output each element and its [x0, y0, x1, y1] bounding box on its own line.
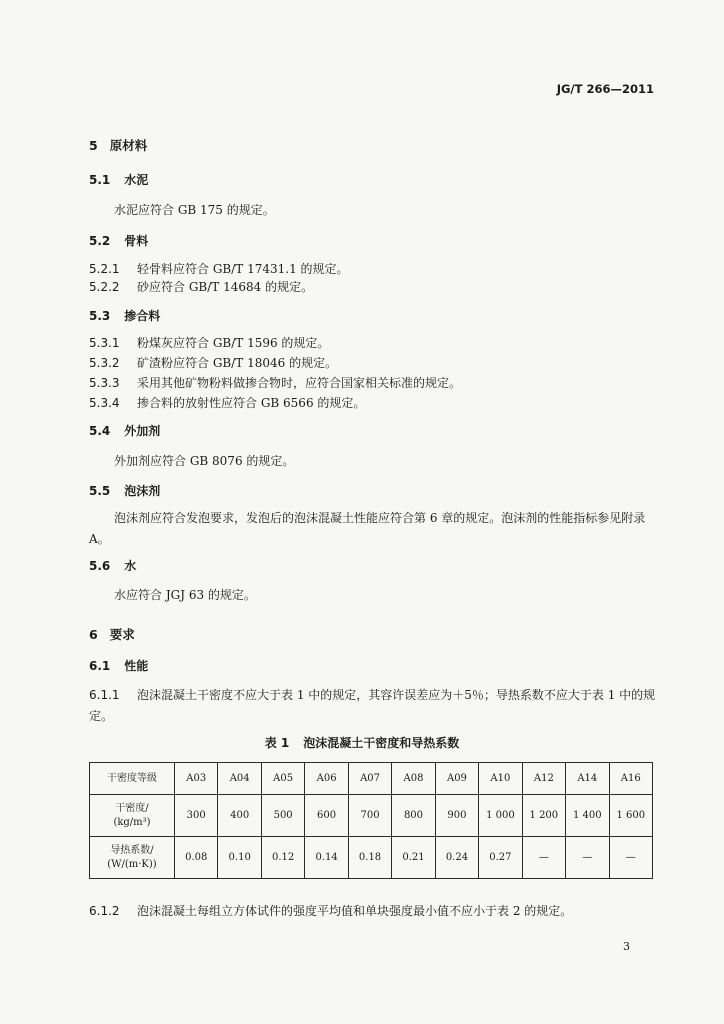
grade-cell: A10: [479, 763, 522, 795]
value-cell: 400: [218, 795, 261, 837]
value-cell: 500: [261, 795, 304, 837]
clause-5-3-4: [89, 394, 365, 411]
grade-cell: A06: [305, 763, 348, 795]
section-title: 性能: [124, 659, 149, 673]
section-5-6-heading: [89, 557, 136, 574]
value-cell: 600: [305, 795, 348, 837]
value-cell: 0.24: [435, 837, 478, 879]
row-label-thermal-conductivity: [90, 837, 175, 879]
value-cell: 1 200: [522, 795, 565, 837]
section-5-2-heading: [89, 232, 148, 249]
value-cell: 0.21: [392, 837, 435, 879]
density-conductivity-table: [89, 762, 653, 879]
section-5-5-body: 泡沫剂应符合发泡要求，发泡后的泡沫混凝土性能应符合第 6 章的规定。泡沫剂的性能指标参见附录 A。: [89, 511, 646, 546]
clause-number: 5.3.4: [89, 396, 120, 410]
grade-cell: A03: [175, 763, 218, 795]
section-title: 骨料: [124, 234, 149, 248]
section-number: 5.6: [89, 559, 111, 573]
table-header-row: [90, 763, 653, 795]
section-5-1-body: 水泥应符合 GB 175 的规定。: [114, 203, 275, 217]
clause-number: 6.1.2: [89, 904, 120, 918]
section-title: 外加剂: [124, 424, 161, 438]
clause-text: 采用其他矿物粉料做掺合物时，应符合国家相关标准的规定。: [137, 376, 462, 390]
clause-number: 5.3.2: [89, 356, 120, 370]
clause-number: 5.3.1: [89, 336, 120, 350]
section-title: 泡沫剂: [124, 484, 161, 498]
section-number: 5.3: [89, 309, 111, 323]
grade-cell: A05: [261, 763, 304, 795]
row-label-dry-density: [90, 795, 175, 837]
clause-6-1-1: [89, 685, 659, 727]
clause-5-3-2: [89, 354, 337, 371]
section-title: 水泥: [124, 173, 149, 187]
clause-number: 5.3.3: [89, 376, 120, 390]
table-row: [90, 795, 653, 837]
clause-text: 轻骨料应符合 GB/T 17431.1 的规定。: [137, 262, 349, 276]
clause-text: 矿渣粉应符合 GB/T 18046 的规定。: [137, 356, 338, 370]
section-title: 掺合料: [124, 309, 161, 323]
clause-text: 砂应符合 GB/T 14684 的规定。: [137, 280, 314, 294]
value-cell: 700: [348, 795, 391, 837]
value-cell: —: [522, 837, 565, 879]
value-cell: 0.27: [479, 837, 522, 879]
section-6-1-heading: [89, 657, 148, 674]
value-cell: 0.18: [348, 837, 391, 879]
section-number: 6: [89, 627, 98, 642]
value-cell: 1 000: [479, 795, 522, 837]
clause-number: 5.2.2: [89, 280, 120, 294]
clause-5-2-2: [89, 278, 313, 295]
clause-text: 掺合料的放射性应符合 GB 6566 的规定。: [137, 396, 366, 410]
grade-cell: A08: [392, 763, 435, 795]
section-number: 5: [89, 138, 98, 153]
table-caption-number: 表 1: [264, 736, 290, 750]
grade-cell: A04: [218, 763, 261, 795]
value-cell: 800: [392, 795, 435, 837]
section-5-3-heading: [89, 307, 160, 324]
value-cell: 0.08: [175, 837, 218, 879]
section-number: 6.1: [89, 659, 111, 673]
section-title: 要求: [109, 627, 135, 642]
clause-5-3-3: [89, 374, 461, 391]
clause-text: 粉煤灰应符合 GB/T 1596 的规定。: [137, 336, 330, 350]
row-label-line: 导热系数/: [110, 844, 154, 856]
value-cell: 0.10: [218, 837, 261, 879]
row-label-unit: (W/(m·K)): [107, 858, 157, 870]
value-cell: 900: [435, 795, 478, 837]
grade-cell: A12: [522, 763, 565, 795]
section-6-heading: [89, 625, 135, 643]
table-1-caption: [0, 734, 724, 751]
grade-cell: A16: [609, 763, 652, 795]
clause-6-1-2: [89, 902, 572, 919]
value-cell: 1 400: [566, 795, 609, 837]
section-5-heading: [89, 136, 147, 154]
section-5-4-body: 外加剂应符合 GB 8076 的规定。: [114, 454, 295, 468]
section-number: 5.5: [89, 484, 111, 498]
section-number: 5.4: [89, 424, 111, 438]
table-caption-title: 泡沫混凝土干密度和导热系数: [303, 736, 460, 750]
clause-text: 泡沫混凝土干密度不应大于表 1 中的规定，其容许误差应为＋5％；导热系数不应大于表 1 中的规定。: [89, 688, 656, 723]
value-cell: 0.14: [305, 837, 348, 879]
value-cell: 0.12: [261, 837, 304, 879]
section-title: 原材料: [109, 138, 148, 153]
clause-number: 5.2.1: [89, 262, 120, 276]
grade-cell: A09: [435, 763, 478, 795]
grade-cell: A07: [348, 763, 391, 795]
table-header-label: 干密度等级: [90, 763, 175, 795]
standard-code: JG/T 266—2011: [556, 82, 654, 96]
value-cell: 1 600: [609, 795, 652, 837]
value-cell: —: [566, 837, 609, 879]
section-number: 5.2: [89, 234, 111, 248]
grade-cell: A14: [566, 763, 609, 795]
value-cell: 300: [175, 795, 218, 837]
row-label-unit: (kg/m³): [113, 816, 151, 828]
page-number: 3: [623, 940, 630, 953]
row-label-line: 干密度/: [115, 802, 149, 814]
section-title: 水: [124, 559, 137, 573]
clause-number: 6.1.1: [89, 688, 120, 702]
section-number: 5.1: [89, 173, 111, 187]
section-5-5-heading: [89, 482, 160, 499]
section-5-6-body: 水应符合 JGJ 63 的规定。: [114, 588, 256, 602]
section-5-4-heading: [89, 422, 160, 439]
table-row: [90, 837, 653, 879]
value-cell: —: [609, 837, 652, 879]
section-5-1-heading: [89, 171, 148, 188]
clause-5-3-1: [89, 334, 329, 351]
clause-5-2-1: [89, 260, 349, 277]
clause-text: 泡沫混凝土每组立方体试件的强度平均值和单块强度最小值不应小于表 2 的规定。: [137, 904, 573, 918]
